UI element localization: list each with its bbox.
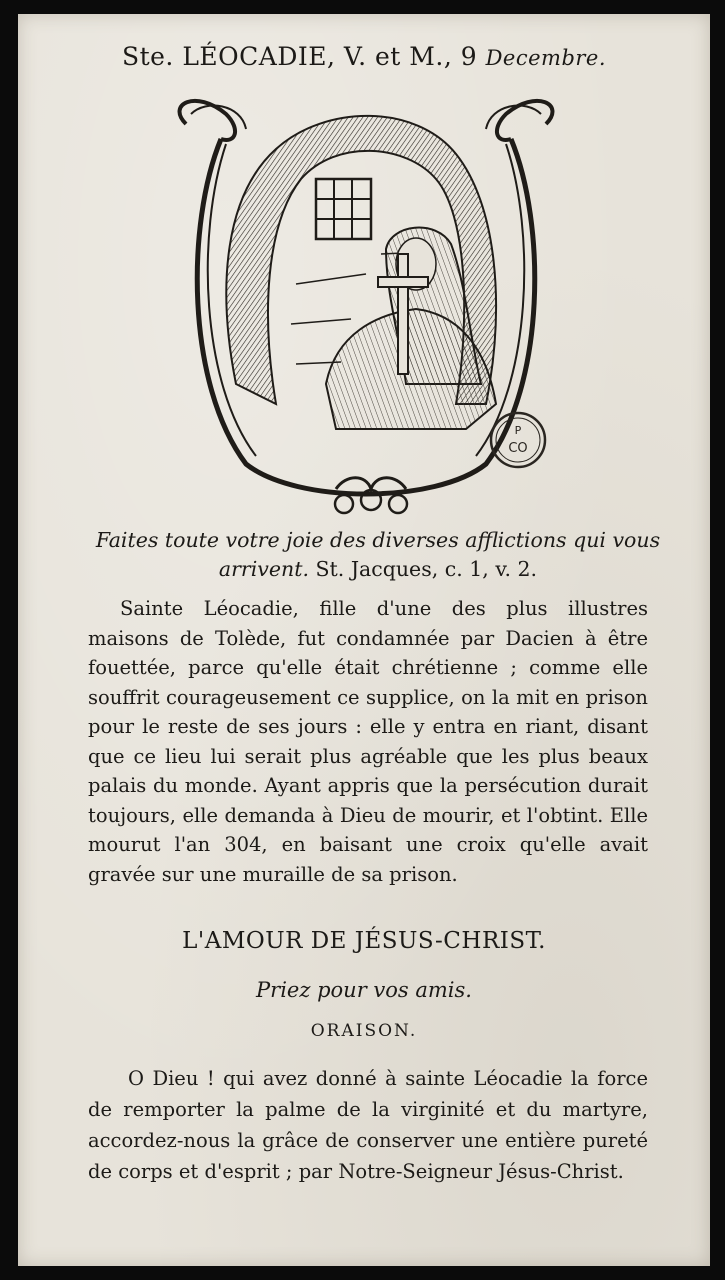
stamp-text-bottom: CO [508, 441, 528, 456]
prayer-paragraph: O Dieu ! qui avez donné à sainte Léocadie la force de remporter la palme de la virginité et du martyre, accordez-nous la grâce de conserver une entière pureté de corps et d'esprit ; par Notre-Seigneur Jésus-Christ. [88, 1067, 648, 1183]
stamp-text-top: P [514, 424, 522, 437]
page-title [18, 42, 710, 71]
title-main: Ste. LÉOCADIE, V. et M., 9 [121, 42, 478, 71]
devotional-card [18, 14, 710, 1266]
epigraph-reference: St. Jacques, c. 1, v. 2. [315, 557, 538, 581]
section-subheading: Priez pour vos amis. [256, 978, 472, 1002]
epigraph-quote: Faites toute votre joie des diverses afflictions qui vous arrivent. [95, 528, 661, 581]
title-date: Decembre. [485, 46, 607, 70]
library-stamp [488, 410, 548, 470]
section-heading: L'AMOUR DE JÉSUS-CHRIST. [182, 928, 546, 954]
biography-paragraph: Sainte Léocadie, fille d'une des plus illustres maisons de Tolède, fut condamnée par Dacien à être fouettée, parce qu'elle était chrétienne ; comme elle souffrit courageusement ce supplice, on la mit en prison pour le reste de ses jours : elle y entra en riant, disant que ce lieu lui serait plus agréable que les plus beaux palais du monde. Ayant appris que la persécution durait toujours, elle demanda à Dieu de mourir, et l'obtint. Elle mourut l'an 304, en baisant une croix qu'elle avait gravée sur une muraille de sa prison. [88, 597, 648, 886]
epigraph [78, 526, 678, 584]
prayer-title: ORAISON. [310, 1021, 418, 1041]
